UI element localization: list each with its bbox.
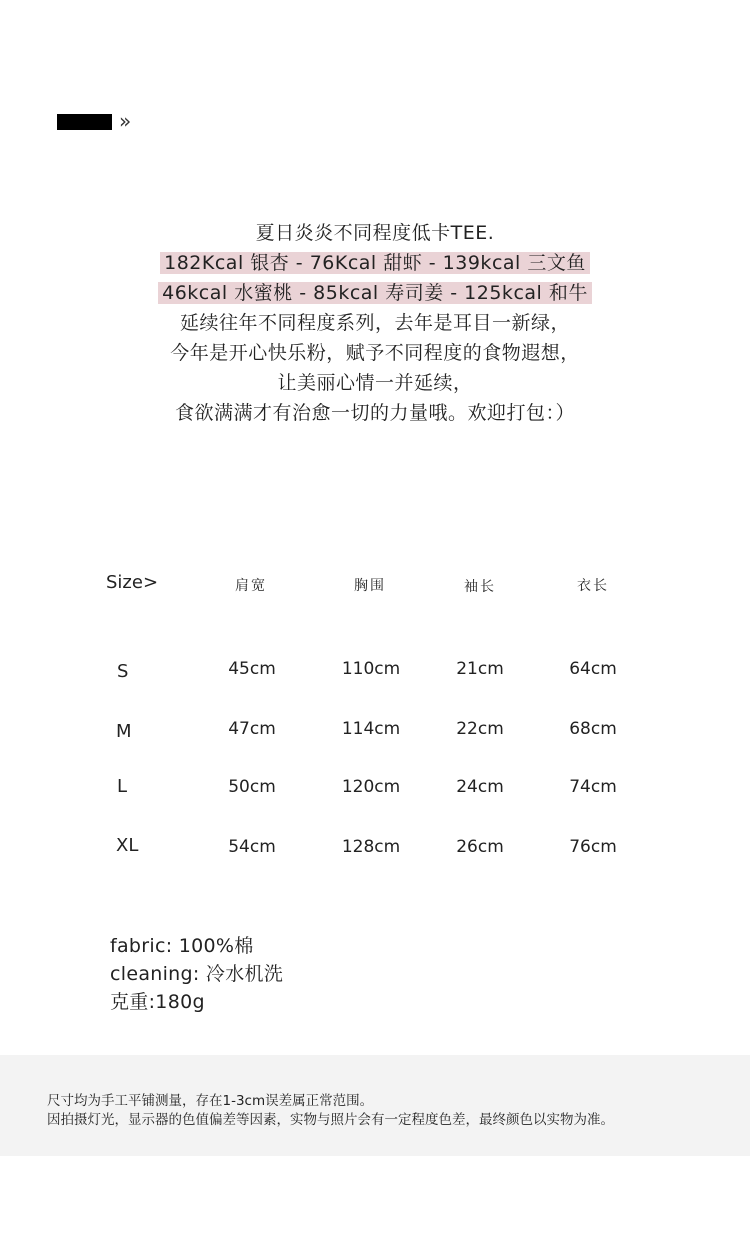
cell-m-shoulder: 47cm (228, 719, 276, 739)
cell-xl-shoulder: 54cm (228, 837, 276, 857)
measurement-notice (0, 1055, 750, 1156)
product-intro (0, 218, 750, 428)
intro-line-4: 今年是开心快乐粉，赋予不同程度的食物遐想， (170, 342, 580, 364)
cell-m-length: 68cm (569, 719, 617, 739)
section-marker-bar (57, 114, 112, 130)
cell-s-shoulder: 45cm (228, 659, 276, 679)
cell-m-sleeve: 22cm (456, 719, 504, 739)
cell-l-length: 74cm (569, 777, 617, 797)
intro-line-6: 食欲满满才有治愈一切的力量哦。欢迎打包：） (174, 402, 575, 424)
cell-s-sleeve: 21cm (456, 659, 504, 679)
intro-title: 夏日炎炎不同程度低卡TEE. (255, 222, 495, 244)
calorie-highlight-2: 46kcal 水蜜桃 - 85kcal 寿司姜 - 125kcal 和牛 (158, 282, 592, 304)
cell-m-chest: 114cm (341, 719, 401, 739)
cell-xl-chest: 128cm (341, 837, 401, 857)
cleaning-instructions: cleaning: 冷水机洗 (110, 963, 284, 985)
row-size-m: M (116, 721, 132, 742)
intro-line-5: 让美丽心情一并延续， (277, 372, 473, 394)
calorie-highlight-1: 182Kcal 银杏 - 76Kcal 甜虾 - 139kcal 三文鱼 (160, 252, 590, 274)
notice-line-1: 尺寸均为手工平铺测量，存在1-3cm误差属正常范围。 (47, 1093, 374, 1109)
fabric-composition: fabric: 100%棉 (110, 935, 254, 957)
cell-xl-sleeve: 26cm (456, 837, 504, 857)
column-header-chest: 胸围 (354, 578, 386, 594)
cell-s-chest: 110cm (341, 659, 401, 679)
column-header-sleeve: 袖长 (464, 579, 496, 595)
intro-line-3: 延续往年不同程度系列，去年是耳目一新绿， (179, 312, 570, 334)
cell-s-length: 64cm (569, 659, 617, 679)
fabric-info (110, 932, 283, 1016)
cell-xl-length: 76cm (569, 837, 617, 857)
cell-l-shoulder: 50cm (228, 777, 276, 797)
double-chevron-right-icon: » (119, 109, 132, 133)
cell-l-sleeve: 24cm (456, 777, 504, 797)
cell-l-chest: 120cm (341, 777, 401, 797)
notice-line-2: 因拍摄灯光，显示器的色值偏差等因素，实物与照片会有一定程度色差，最终颜色以实物为准。 (47, 1112, 614, 1128)
fabric-weight: 克重:180g (110, 991, 205, 1013)
size-header-label: Size> (106, 572, 159, 593)
column-header-shoulder: 肩宽 (235, 578, 267, 594)
row-size-xl: XL (116, 835, 139, 856)
row-size-l: L (117, 776, 128, 797)
row-size-s: S (117, 661, 129, 682)
column-header-length: 衣长 (577, 578, 609, 594)
